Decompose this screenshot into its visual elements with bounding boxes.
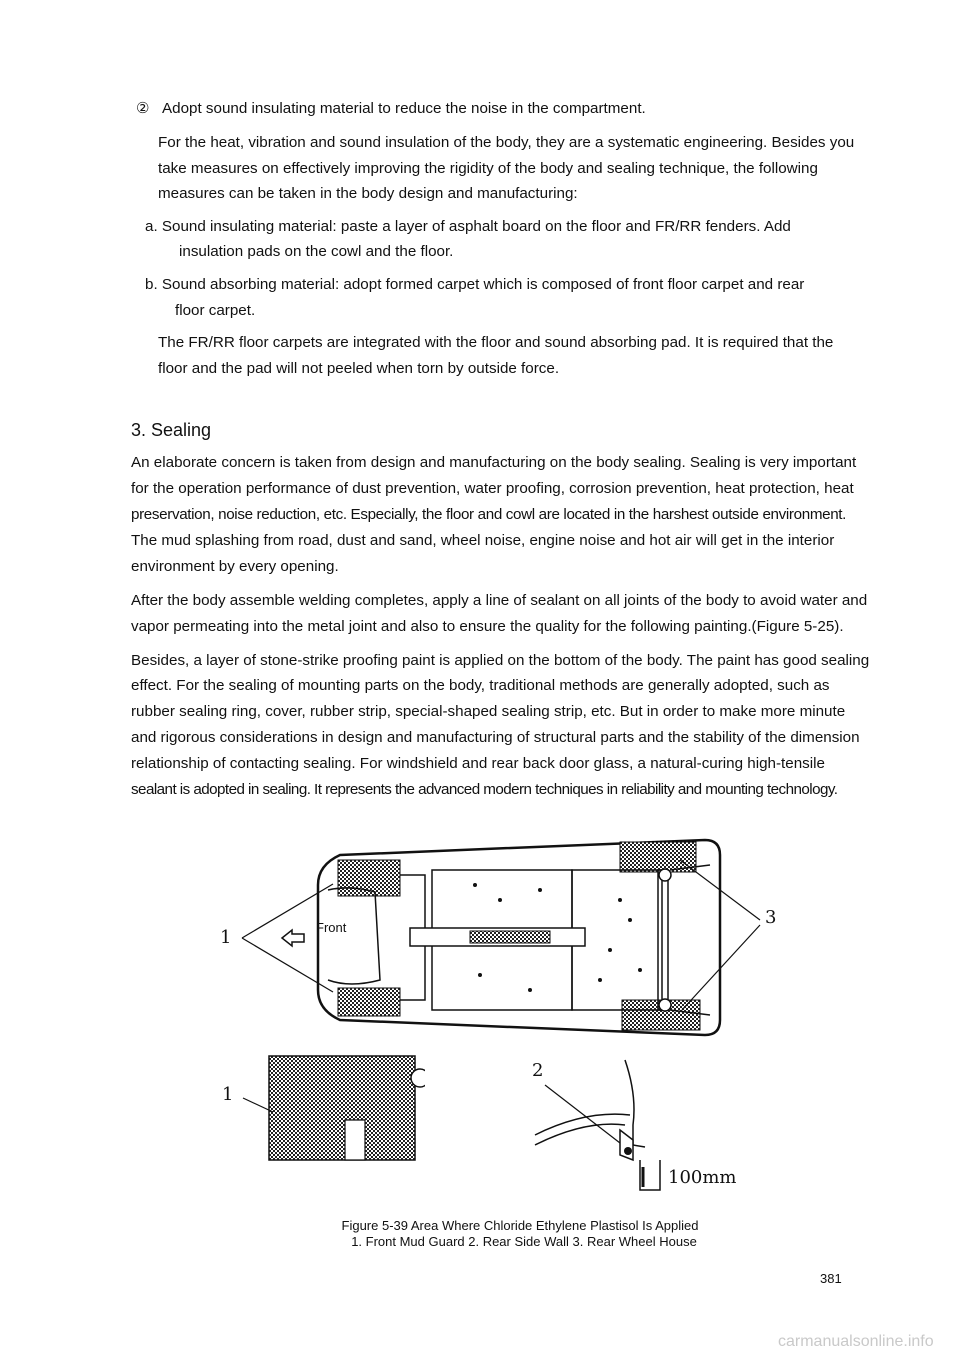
watermark: carmanualsonline.info bbox=[778, 1333, 934, 1350]
para-line: and rigorous considerations in design and manufacturing of structural parts and the stability of the dimension bbox=[131, 729, 860, 746]
section-title: 3. Sealing bbox=[131, 420, 212, 440]
para-line: effect. For the sealing of mounting parts on the body, traditional methods are generally adopted, such as bbox=[131, 677, 830, 694]
figure-caption: Figure 5-39 Area Where Chloride Ethylene Plastisol Is Applied bbox=[341, 1218, 699, 1233]
list-item-a-cont: insulation pads on the cowl and the floor. bbox=[179, 243, 454, 260]
para-line: An elaborate concern is taken from design and manufacturing on the body sealing. Sealing is very important bbox=[131, 454, 857, 471]
front-label: Front bbox=[316, 920, 347, 935]
para-line: measures can be taken in the body design and manufacturing: bbox=[158, 185, 578, 202]
para-line: relationship of contacting sealing. For windshield and rear back door glass, a natural-curing high-tensile bbox=[131, 755, 825, 772]
item-heading: Adopt sound insulating material to reduce the noise in the compartment. bbox=[162, 100, 646, 117]
list-item-a: a. Sound insulating material: paste a layer of asphalt board on the floor and FR/RR fenders. Add bbox=[145, 218, 791, 235]
para-line: The mud splashing from road, dust and sand, wheel noise, engine noise and hot air will get in the interior bbox=[131, 532, 835, 549]
callout-3: 3 bbox=[765, 907, 777, 928]
callout-2: 2 bbox=[532, 1060, 544, 1081]
para-line: take measures on effectively improving the rigidity of the body and sealing technique, the following bbox=[158, 160, 818, 177]
callout-1-detail: 1 bbox=[222, 1084, 234, 1105]
list-item-b: b. Sound absorbing material: adopt formed carpet which is composed of front floor carpet and rear bbox=[145, 276, 805, 293]
dimension-label: 100mm bbox=[668, 1167, 737, 1188]
mud-guard-detail bbox=[225, 1050, 425, 1165]
list-item-b-cont: floor carpet. bbox=[175, 302, 256, 319]
para-line: preservation, noise reduction, etc. Especially, the floor and cowl are located in the harshest outside environment. bbox=[131, 506, 847, 523]
rear-side-wall-detail bbox=[525, 1055, 665, 1195]
para-line: Besides, a layer of stone-strike proofing paint is applied on the bottom of the body. The paint has good sealing bbox=[131, 652, 870, 669]
para-line: For the heat, vibration and sound insulation of the body, they are a systematic engineering. Besides you bbox=[158, 134, 855, 151]
page-number: 381 bbox=[820, 1271, 842, 1286]
para-line: rubber sealing ring, cover, rubber strip, special-shaped sealing strip, etc. But in order to make more minute bbox=[131, 703, 846, 720]
para-line: floor and the pad will not peeled when torn by outside force. bbox=[158, 360, 560, 377]
para-line: vapor permeating into the metal joint and also to ensure the quality for the following painting.(Figure 5-25). bbox=[131, 618, 844, 635]
item-marker: ② bbox=[136, 100, 150, 117]
para-line: After the body assemble welding completes, apply a line of sealant on all joints of the body to avoid water and bbox=[131, 592, 868, 609]
underbody-diagram bbox=[200, 830, 790, 1060]
para-line: The FR/RR floor carpets are integrated with the floor and sound absorbing pad. It is required that the bbox=[158, 334, 834, 351]
callout-1: 1 bbox=[220, 927, 232, 948]
para-line: sealant is adopted in sealing. It represents the advanced modern techniques in reliability and mounting technology. bbox=[131, 781, 838, 798]
para-line: for the operation performance of dust prevention, water proofing, corrosion prevention, heat protection, heat bbox=[131, 480, 854, 497]
para-line: environment by every opening. bbox=[131, 558, 339, 575]
figure-legend: 1. Front Mud Guard 2. Rear Side Wall 3. Rear Wheel House bbox=[351, 1234, 697, 1249]
